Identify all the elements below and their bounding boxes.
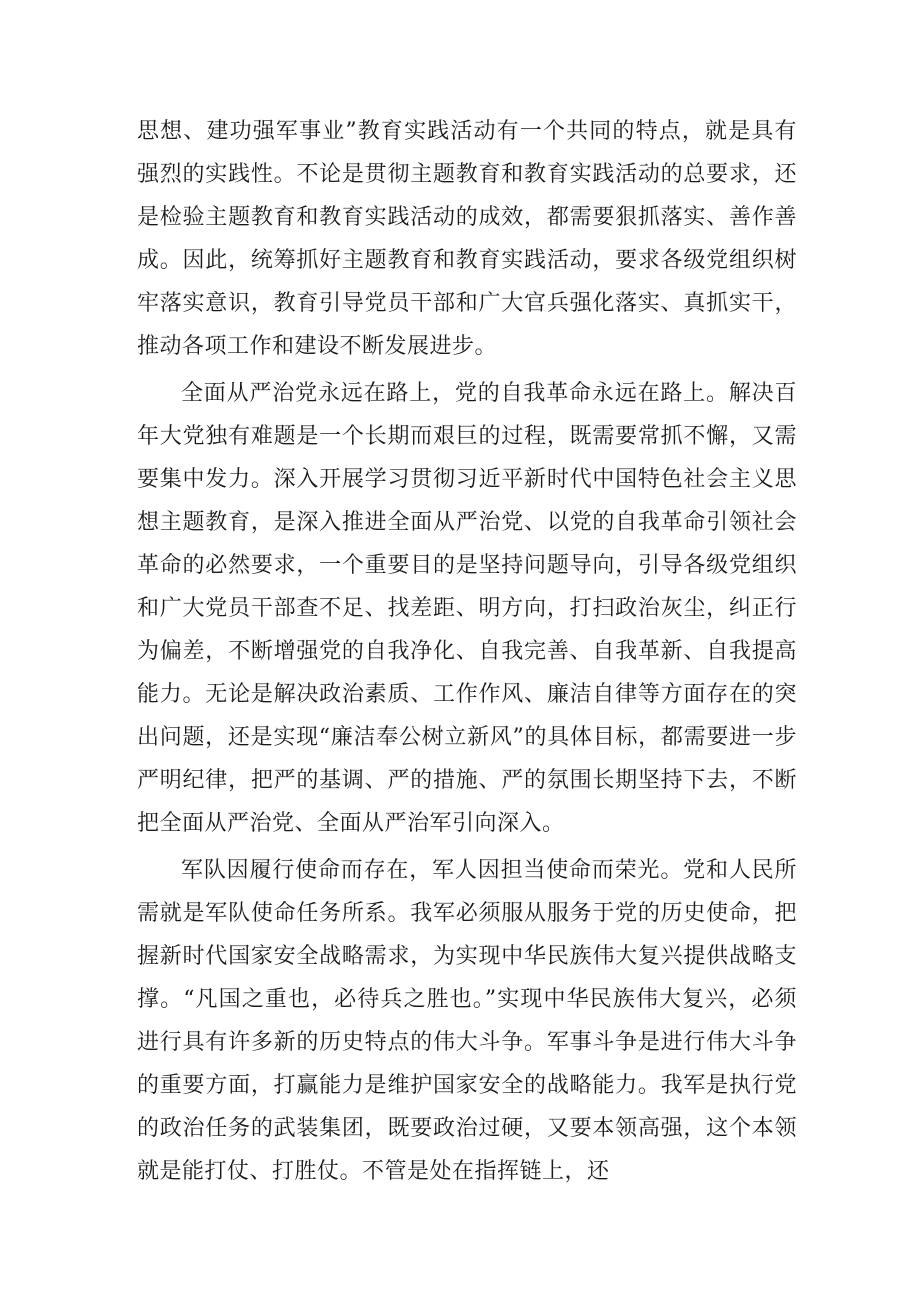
paragraph-2: 全面从严治党永远在路上，党的自我革命永远在路上。解决百年大党独有难题是一个长期而艰巨的过程，既需要常抓不懈，又需要集中发力。深入开展学习贯彻习近平新时代中国特色社会主义思想主题教育，是深入推进全面从严治党、以党的自我革命引领社会革命的必然要求，一个重要目的是坚持问题导向，引导各级党组织和广大党员干部查不足、找差距、明方向，打扫政治灰尘，纠正行为偏差，不断增强党的自我净化、自我完善、自我革新、自我提高能力。无论是解决政治素质、工作作风、廉洁自律等方面存在的突出问题，还是实现“廉洁奉公树立新风”的具体目标，都需要进一步严明纪律，把严的基调、严的措施、严的氛围长期坚持下去，不断把全面从严治党、全面从严治军引向深入。 — [137, 381, 797, 836]
paragraph-1: 思想、建功强军事业”教育实践活动有一个共同的特点，就是具有强烈的实践性。不论是贯彻主题教育和教育实践活动的总要求，还是检验主题教育和教育实践活动的成效，都需要狠抓落实、善作善成。因此，统筹抓好主题教育和教育实践活动，要求各级党组织树牢落实意识，教育引导党员干部和广大官兵强化落实、真抓实干，推动各项工作和建设不断发展进步。 — [137, 119, 797, 359]
document-body — [137, 110, 797, 1193]
paragraph-3: 军队因履行使命而存在，军人因担当使命而荣光。党和人民所需就是军队使命任务所系。我军必须服从服务于党的历史使命，把握新时代国家安全战略需求，为实现中华民族伟大复兴提供战略支撑。“凡国之重也，必待兵之胜也。”实现中华民族伟大复兴，必须进行具有许多新的历史特点的伟大斗争。军事斗争是进行伟大斗争的重要方面，打赢能力是维护国家安全的战略能力。我军是执行党的政治任务的武装集团，既要政治过硬，又要本领高强，这个本领就是能打仗、打胜仗。不管是处在指挥链上，还 — [137, 858, 797, 1184]
